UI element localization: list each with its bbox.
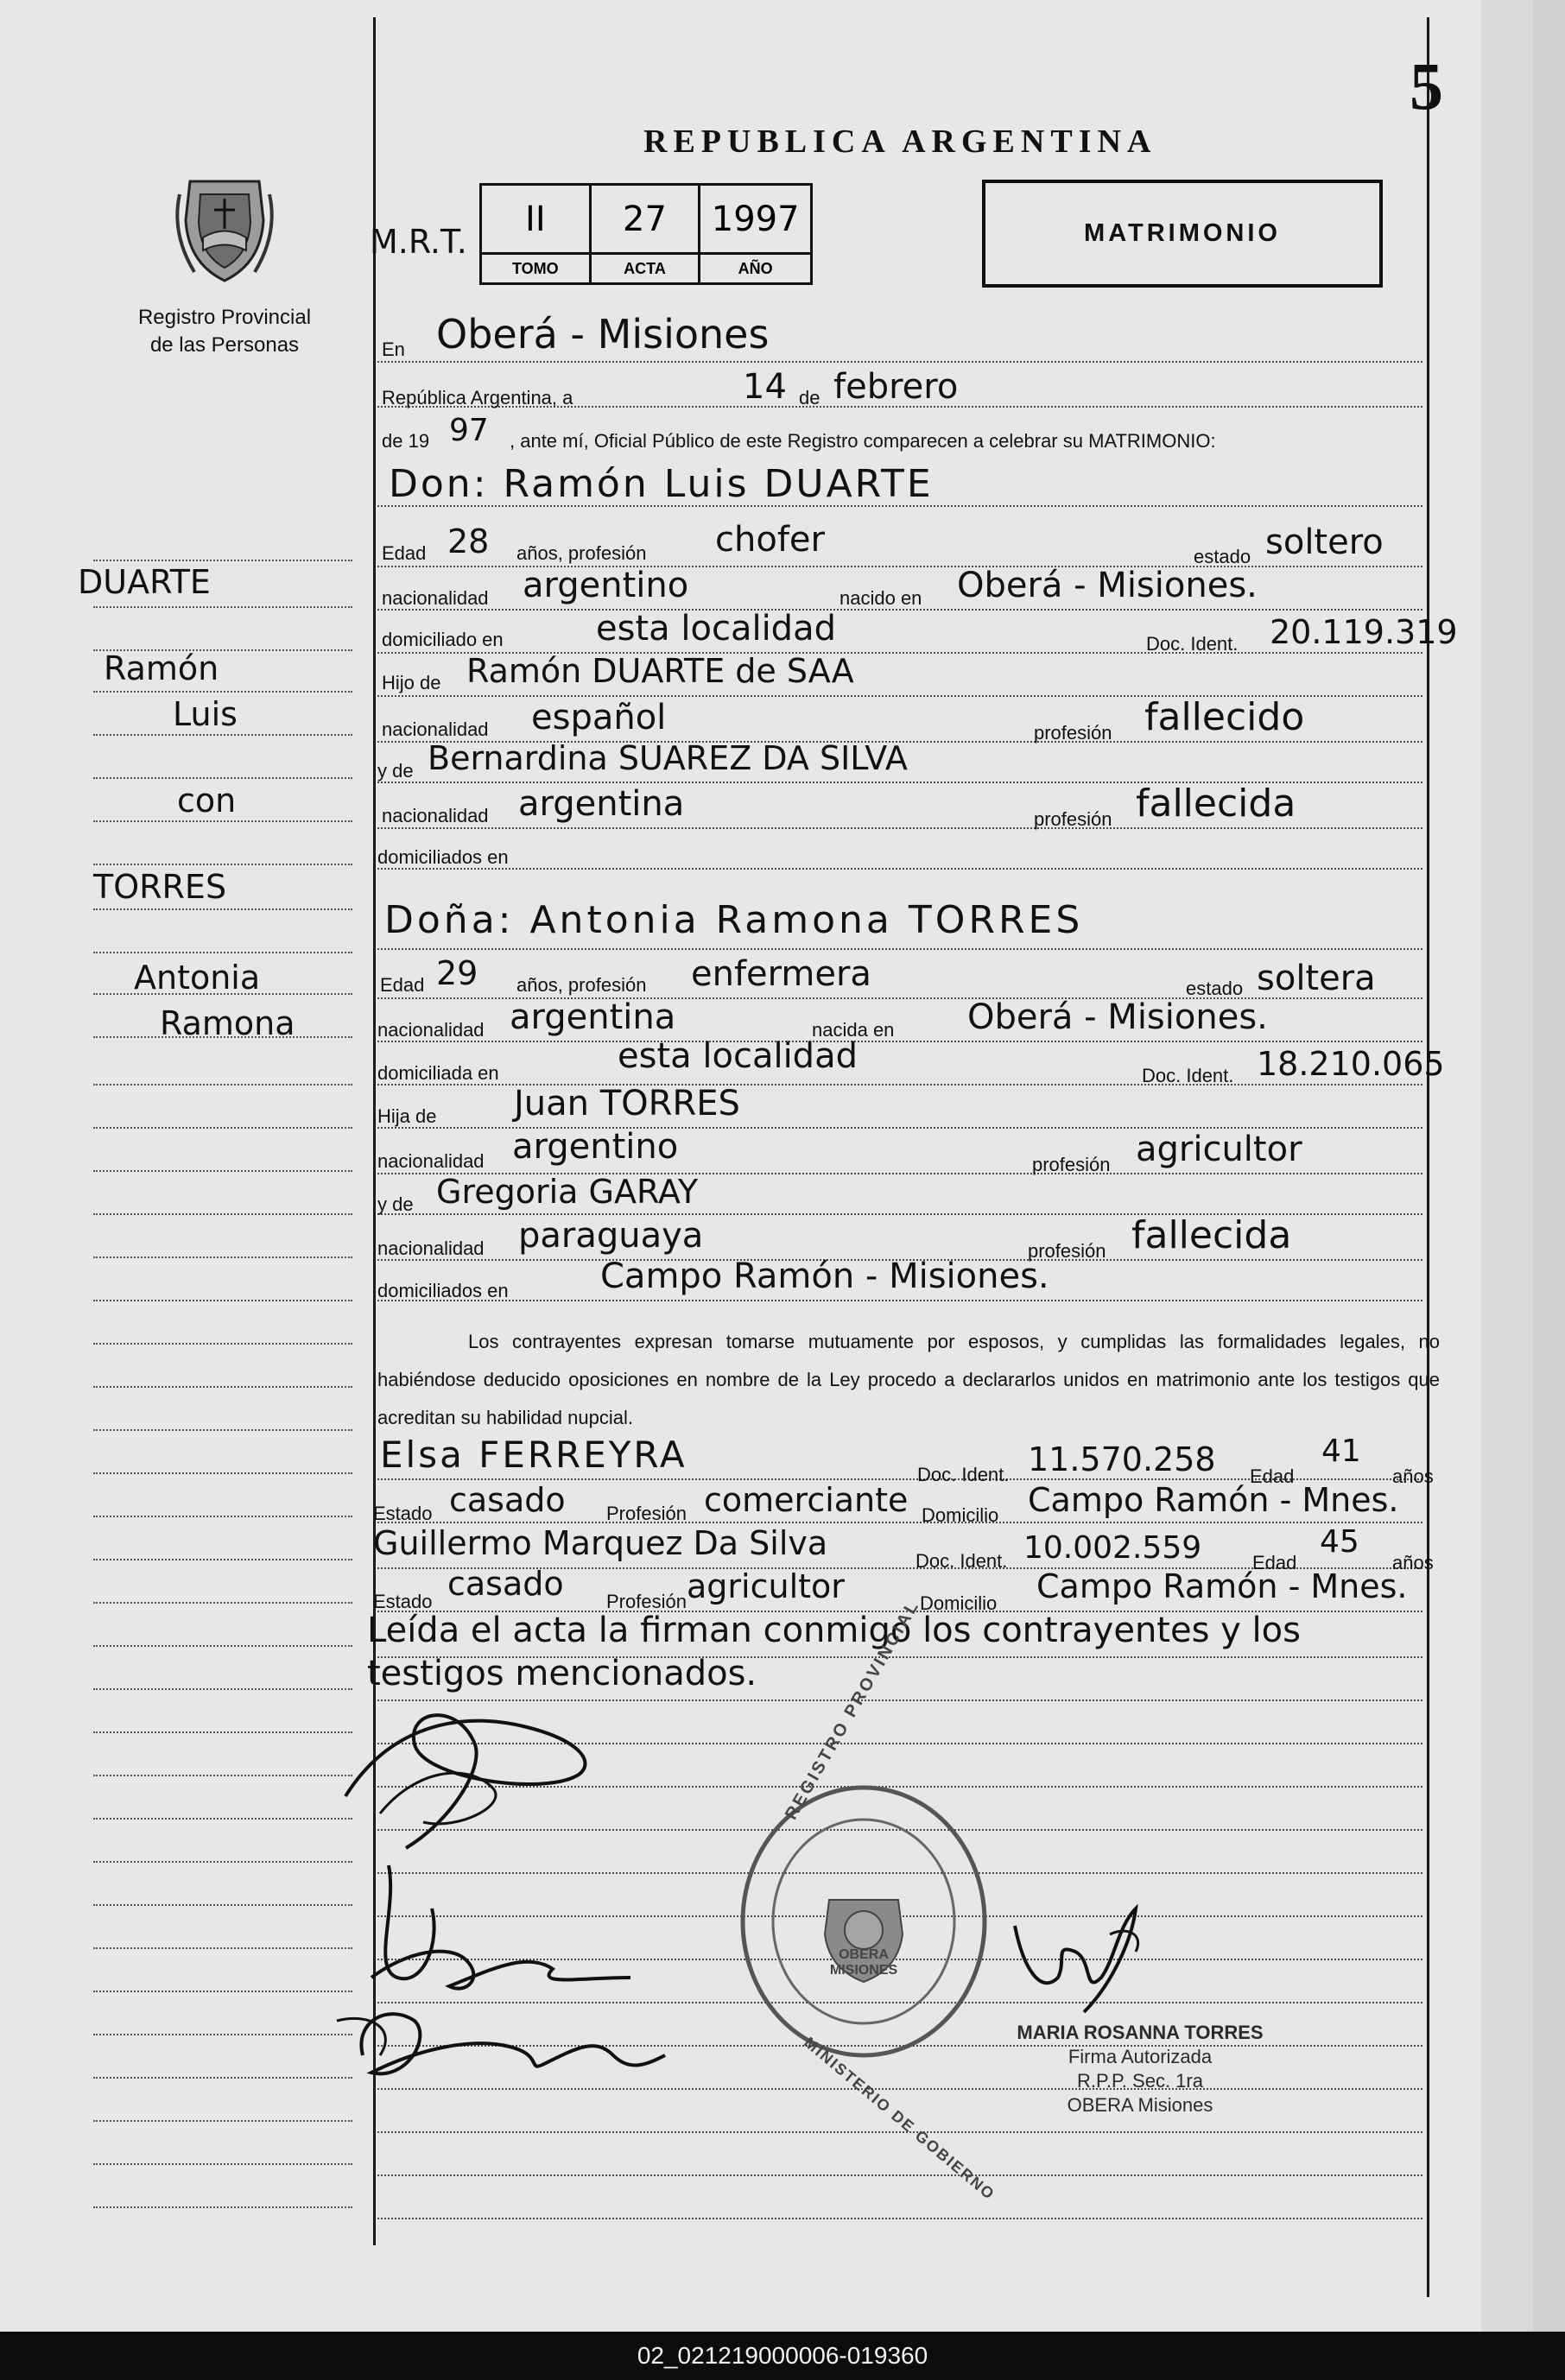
bride-profession: enfermera	[691, 954, 871, 994]
witness2-state: casado	[447, 1565, 564, 1603]
margin-bride-name2: Ramona	[160, 1004, 295, 1042]
year-prefix: de 19	[382, 430, 430, 452]
witness1-profession: comerciante	[704, 1481, 909, 1519]
edad-label: Edad	[382, 542, 427, 564]
tomo-value: II	[525, 199, 546, 239]
nacionalidad-label: nacionalidad	[377, 1019, 485, 1041]
doc-ident-label: Doc. Ident.	[917, 1464, 1010, 1485]
margin-line	[93, 1559, 352, 1560]
margin-line	[93, 777, 352, 779]
groom-profession: chofer	[715, 520, 825, 560]
acta-label: ACTA	[592, 252, 699, 282]
margin-line	[93, 1991, 352, 1992]
witness1-domicile: Campo Ramón - Mnes.	[1028, 1481, 1399, 1519]
officer-office: R.P.P. Sec. 1ra	[1077, 2070, 1203, 2092]
margin-line	[93, 1084, 352, 1086]
margin-line	[93, 1472, 352, 1474]
profesion-label: profesión	[1034, 722, 1112, 744]
tomo-cell	[482, 186, 592, 282]
margin-line	[93, 2163, 352, 2165]
nacionalidad-label: nacionalidad	[382, 718, 489, 740]
margin-line	[93, 1861, 352, 1863]
estado-label: estado	[1186, 978, 1244, 999]
edad-label2: Edad	[1250, 1465, 1295, 1487]
domiciliados-en-label: domiciliados en	[377, 1280, 509, 1301]
witness2-domicile: Campo Ramón - Mnes.	[1036, 1567, 1408, 1605]
form-line	[377, 1300, 1422, 1301]
groom-nationality: argentino	[523, 566, 689, 605]
margin-line	[93, 1170, 352, 1172]
officer-title: Firma Autorizada	[1068, 2046, 1213, 2067]
closing-line1: Leída el acta la firman conmigo los contrayentes y los	[367, 1611, 1301, 1650]
seal-text: REGISTRO PROVINCIAL	[782, 1596, 924, 1823]
margin-line	[93, 2120, 352, 2122]
groom-age: 28	[447, 522, 490, 560]
document-type-label: MATRIMONIO	[1084, 219, 1281, 247]
domiciliados-en-label: domiciliados en	[377, 846, 509, 868]
margin-line	[93, 1947, 352, 1949]
acta-cell	[592, 186, 701, 282]
seal-text-bottom: MINISTERIO DE GOBIERNO	[801, 2034, 999, 2204]
margin-groom-name1: Ramón	[104, 649, 219, 687]
officer-stamp	[985, 2021, 1296, 2117]
bride-parents-domicile: Campo Ramón - Misiones.	[600, 1256, 1049, 1296]
groom-father-profession: fallecido	[1144, 695, 1305, 739]
margin-line	[93, 1127, 352, 1129]
bride-doc: 18.210.065	[1257, 1045, 1445, 1083]
official-seal-icon	[734, 1779, 993, 2064]
footer-bar	[0, 2332, 1565, 2380]
margin-line	[93, 1645, 352, 1647]
margin-line	[93, 864, 352, 865]
bride-domicile: esta localidad	[618, 1036, 858, 1076]
officer-name: MARIA ROSANNA TORRES	[1017, 2022, 1264, 2043]
groom-domicile: esta localidad	[596, 609, 836, 649]
margin-line	[93, 1300, 352, 1301]
closing-line2: testigos mencionados.	[367, 1654, 757, 1693]
profesion-label-cap: Profesión	[606, 1503, 687, 1524]
document-type-box	[982, 180, 1383, 288]
bride-father-nationality: argentino	[512, 1127, 679, 1167]
ano-value: 1997	[711, 199, 800, 239]
margin-line	[93, 1602, 352, 1604]
domicilio-label: Domicilio	[920, 1592, 998, 1614]
estado-label: estado	[1194, 546, 1251, 567]
bride-full-name: Doña: Antonia Ramona TORRES	[384, 898, 1084, 942]
profesion-label: profesión	[1032, 1154, 1111, 1175]
signatures-icon	[320, 1693, 717, 2107]
margin-line	[93, 1429, 352, 1431]
nacionalidad-label: nacionalidad	[382, 805, 489, 826]
margin-line	[93, 606, 352, 608]
month-value: febrero	[833, 367, 959, 407]
coat-of-arms-icon	[164, 168, 285, 289]
margin-line	[93, 691, 352, 693]
margin-line	[93, 1516, 352, 1517]
groom-mother-profession: fallecida	[1136, 782, 1296, 826]
witness2-name: Guillermo Marquez Da Silva	[373, 1524, 828, 1562]
bride-age: 29	[436, 954, 478, 992]
bride-birthplace: Oberá - Misiones.	[967, 997, 1268, 1037]
groom-birthplace: Oberá - Misiones.	[957, 566, 1258, 605]
groom-mother-nationality: argentina	[518, 784, 685, 824]
margin-line	[93, 952, 352, 953]
form-line	[377, 868, 1422, 870]
domicilio-label: Domicilio	[922, 1504, 999, 1526]
country-heading: REPUBLICA ARGENTINA	[643, 123, 1157, 160]
edad-label: Edad	[380, 974, 425, 996]
profesion-label-cap: Profesión	[606, 1591, 687, 1612]
bride-mother: Gregoria GARAY	[436, 1173, 699, 1211]
de-label: de	[799, 387, 821, 408]
page-edge	[1481, 0, 1533, 2332]
bride-state: soltera	[1257, 959, 1376, 998]
margin-line	[93, 1213, 352, 1215]
groom-state: soltero	[1265, 522, 1384, 562]
officer-city: OBERA Misiones	[1067, 2094, 1213, 2116]
witness1-doc: 11.570.258	[1028, 1440, 1216, 1478]
margin-bride-name1: Antonia	[134, 959, 261, 997]
form-line	[377, 827, 1422, 829]
y-de-label: y de	[377, 1193, 414, 1215]
estado-label-cap: Estado	[373, 1591, 433, 1612]
witness2-profession: agricultor	[687, 1567, 845, 1605]
hijo-de-label: Hijo de	[382, 672, 441, 693]
groom-father-nationality: español	[531, 698, 667, 737]
republica-label: República Argentina, a	[382, 387, 573, 408]
groom-father: Ramón DUARTE de SAA	[466, 652, 854, 690]
seal-center-text: OBERA MISIONES	[829, 1947, 898, 1978]
profesion-label: profesión	[1028, 1240, 1106, 1262]
doc-ident-label: Doc. Ident.	[1142, 1065, 1234, 1086]
footer-code: 02_021219000006-019360	[637, 2342, 928, 2369]
margin-con: con	[177, 782, 237, 820]
witness1-state: casado	[449, 1481, 566, 1519]
anos-profesion-label: años, profesión	[516, 542, 647, 564]
page-number: 5	[1410, 48, 1443, 123]
margin-line	[93, 1688, 352, 1690]
groom-mother: Bernardina SUAREZ DA SILVA	[428, 739, 908, 777]
bride-father-profession: agricultor	[1136, 1130, 1302, 1169]
doc-ident-label: Doc. Ident.	[916, 1550, 1008, 1572]
nacida-en-label: nacida en	[812, 1019, 895, 1041]
witness1-age: 41	[1321, 1434, 1361, 1469]
margin-line	[93, 2034, 352, 2035]
form-line	[377, 2218, 1422, 2219]
ano-cell	[700, 186, 810, 282]
anos-profesion-label: años, profesión	[516, 974, 647, 996]
nacido-en-label: nacido en	[840, 587, 922, 609]
margin-line	[93, 1904, 352, 1906]
tomo-acta-ano-box	[479, 183, 813, 285]
mrt-code: M.R.T.	[370, 223, 467, 261]
margin-line	[93, 820, 352, 822]
nacionalidad-label: nacionalidad	[377, 1237, 485, 1259]
ano-label: AÑO	[700, 252, 810, 282]
anos-label: años	[1392, 1465, 1434, 1487]
doc-ident-label: Doc. Ident.	[1146, 633, 1239, 655]
margin-line	[93, 2077, 352, 2079]
hija-de-label: Hija de	[377, 1105, 437, 1127]
bride-nationality: argentina	[510, 997, 676, 1037]
margin-groom-surname: DUARTE	[78, 563, 211, 601]
day-value: 14	[743, 367, 787, 407]
groom-doc: 20.119.319	[1270, 613, 1458, 651]
witness1-name: Elsa FERREYRA	[380, 1434, 687, 1476]
margin-line	[93, 734, 352, 736]
edad-label2: Edad	[1252, 1552, 1297, 1573]
officer-signature-icon	[1006, 1891, 1162, 2021]
witness2-age: 45	[1320, 1524, 1359, 1560]
form-line	[377, 361, 1422, 363]
registry-label-line2: de las Personas	[149, 333, 300, 357]
form-line	[377, 1522, 1422, 1523]
en-label: En	[382, 339, 405, 360]
place-value: Oberá - Misiones	[436, 311, 770, 358]
right-margin-rule	[1427, 17, 1429, 2297]
tomo-label: TOMO	[482, 252, 589, 282]
legal-paragraph: Los contrayentes expresan tomarse mutuamente por esposos, y cumplidas las formalidades legales, no habiéndose deducido oposiciones en nombre de la Ley procedo a declararlos unidos en matrimonio ante los testigos que acreditan su habilidad nupcial.	[377, 1331, 1440, 1428]
margin-line	[93, 1343, 352, 1345]
profesion-label: profesión	[1034, 808, 1112, 830]
margin-line	[93, 1818, 352, 1820]
groom-full-name: Don: Ramón Luis DUARTE	[389, 462, 934, 506]
domiciliado-en-label: domiciliado en	[382, 629, 504, 650]
witness2-doc: 10.002.559	[1023, 1530, 1202, 1566]
margin-line	[93, 1731, 352, 1733]
form-line	[377, 1041, 1422, 1042]
margin-line	[93, 1256, 352, 1258]
margin-line	[93, 1775, 352, 1776]
year-suffix: 97	[449, 413, 489, 448]
margin-line	[93, 2206, 352, 2208]
form-line	[377, 948, 1422, 950]
intro-text: , ante mí, Oficial Público de este Registro comparecen a celebrar su MATRIMONIO:	[510, 430, 1216, 452]
estado-label-cap: Estado	[373, 1503, 433, 1524]
bride-mother-profession: fallecida	[1131, 1213, 1292, 1257]
registry-label-line1: Registro Provincial	[137, 306, 312, 329]
bride-mother-nationality: paraguaya	[518, 1216, 704, 1256]
bride-father: Juan TORRES	[514, 1084, 740, 1124]
margin-line	[93, 908, 352, 910]
y-de-label: y de	[377, 760, 414, 782]
form-line	[377, 2174, 1422, 2176]
acta-value: 27	[623, 199, 667, 239]
nacionalidad-label: nacionalidad	[382, 587, 489, 609]
nacionalidad-label: nacionalidad	[377, 1150, 485, 1172]
anos-label: años	[1392, 1552, 1434, 1573]
margin-line	[93, 1386, 352, 1388]
margin-line	[93, 560, 352, 561]
registry-label	[112, 304, 337, 359]
margin-groom-name2: Luis	[173, 695, 238, 733]
margin-bride-surname: TORRES	[93, 868, 227, 906]
domiciliada-en-label: domiciliada en	[377, 1062, 499, 1084]
